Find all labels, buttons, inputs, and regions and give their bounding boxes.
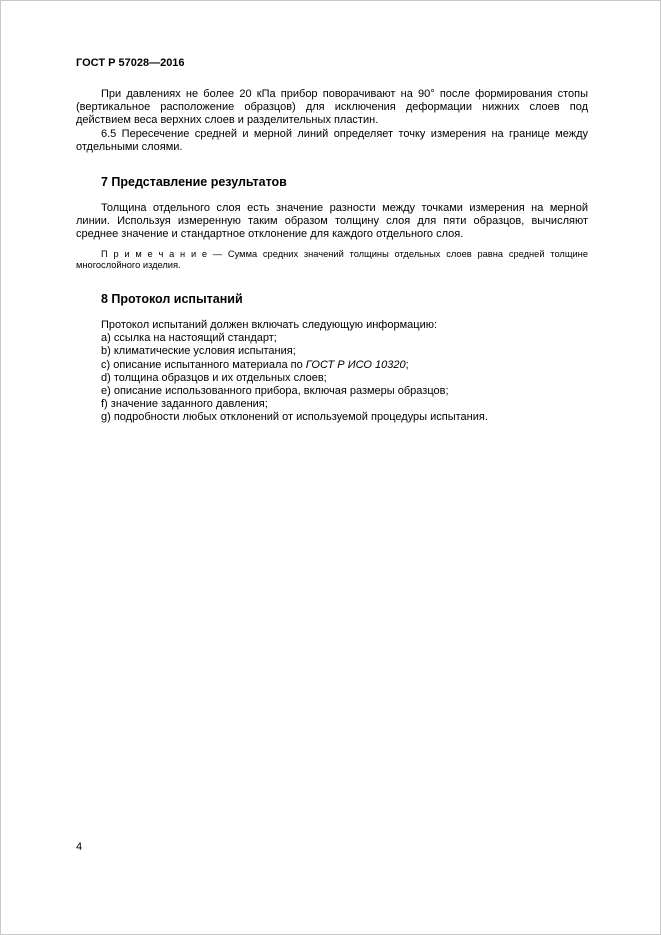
section-7-note: П р и м е ч а н и е — Сумма средних значений толщины отдельных слоев равна средней толщине многослойного изделия. — [76, 248, 588, 270]
list-item-c-standard-ref: ГОСТ Р ИСО 10320 — [305, 358, 406, 371]
section-8-heading: 8 Протокол испытаний — [101, 292, 243, 307]
list-item-f: f) значение заданного давления; — [101, 398, 268, 411]
list-item-c — [101, 359, 588, 372]
list-item-e: e) описание использованного прибора, включая размеры образцов; — [101, 385, 449, 398]
list-item-b: b) климатические условия испытания; — [101, 345, 296, 358]
page-number: 4 — [76, 841, 83, 853]
protocol-items-list — [76, 332, 588, 424]
document-header-gost-number: ГОСТ Р 57028—2016 — [76, 57, 185, 69]
list-item-c-punctuation: ; — [405, 358, 409, 371]
list-item-c-text: c) описание испытанного материала по — [101, 358, 306, 371]
section-8-intro: Протокол испытаний должен включать следующую информацию: — [101, 319, 438, 332]
section-7-heading: 7 Представление результатов — [101, 175, 287, 190]
list-item-d: d) толщина образцов и их отдельных слоев; — [101, 371, 327, 384]
list-item-a: a) ссылка на настоящий стандарт; — [101, 332, 277, 345]
paragraph-6-5: 6.5 Пересечение средней и мерной линий определяет точку измерения на границе между отдельными слоями. — [76, 127, 588, 153]
section-7-paragraph: Толщина отдельного слоя есть значение разности между точками измерения на мерной линии. Используя измеренную таким образом толщину слоя для пяти образцов, вычисляют среднее значение и стандартное отклонение для каждого отдельного слоя. — [76, 202, 588, 241]
list-item-g: g) подробности любых отклонений от используемой процедуры испытания. — [101, 411, 488, 424]
paragraph-pressure-note: При давлениях не более 20 кПа прибор поворачивают на 90° после формирования стопы (вертикальное расположение образцов) для исключения деформации нижних слоев под действием веса верхних слоев и разделительных пластин. — [76, 88, 588, 127]
